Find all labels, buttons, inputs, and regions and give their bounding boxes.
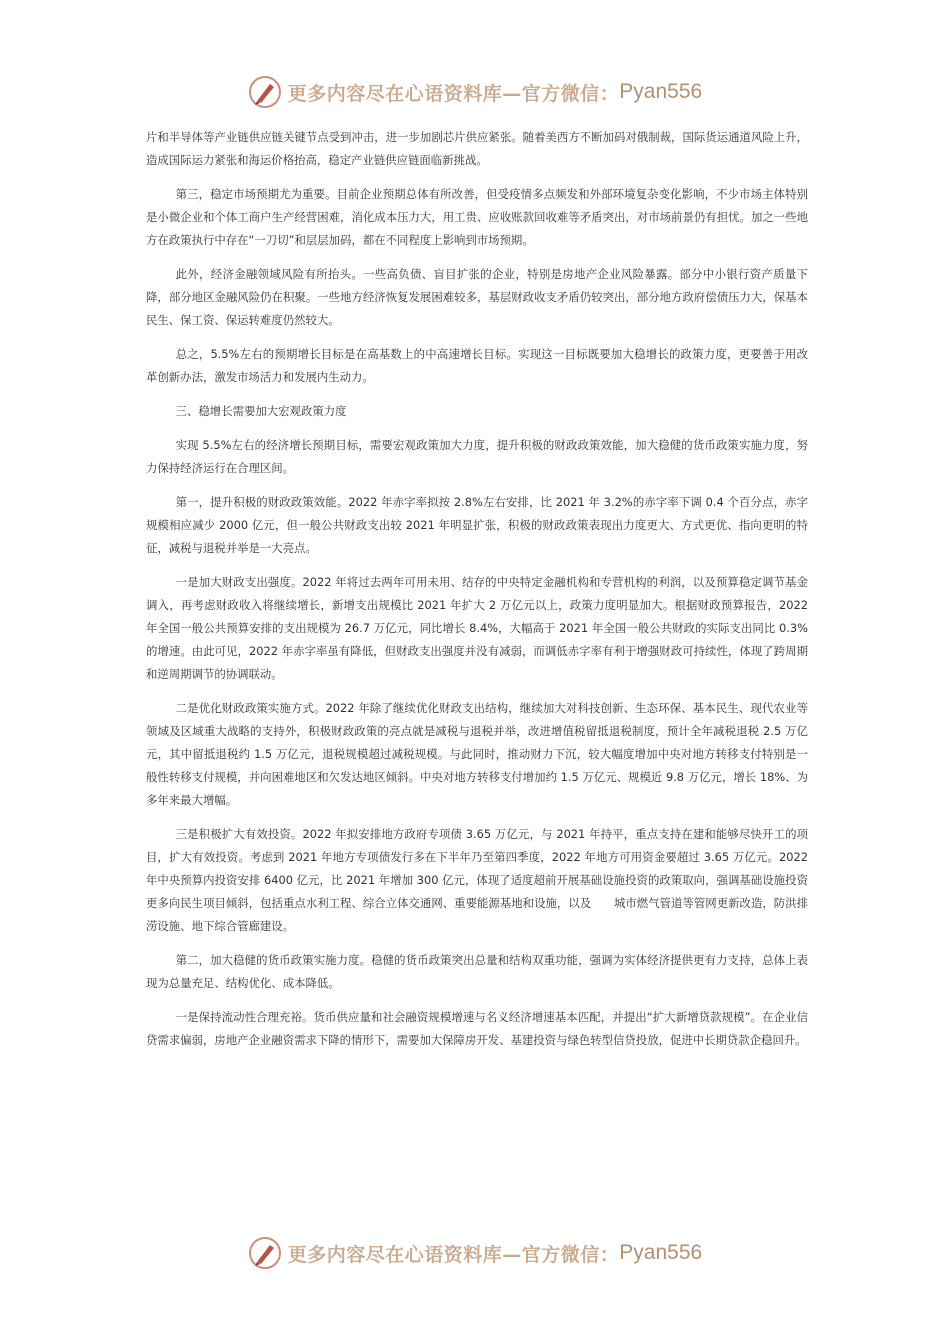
paragraph-3: 此外，经济金融领域风险有所抬头。一些高负债、盲目扩张的企业，特别是房地产企业风险暴露。部分中小银行资产质量下降，部分地区金融风险仍在积聚。一些地方经济恢复发展困难较多，基层财政收支矛盾仍较突出，部分地方政府偿债压力大，保基本民生、保工资、保运转难度仍然较大。 xyxy=(146,267,808,327)
paragraph-8: 二是优化财政政策实施方式。2022 年除了继续优化财政支出结构，继续加大对科技创新、生态环保、基本民生、现代农业等领域及区域重大战略的支持外，积极财政政策的亮点就是减税与退税并举，改进增值税留抵退税制度，预计全年减税退税 2.5 万亿元，其中留抵退税约 1.5 万亿元，退税规模超过减税规模。与此同时，推动财力下沉，较大幅度增加中央对地方转移支付特别是一般性转移支付规模，并向困难地区和欠发达地区倾斜。中央对地方转移支付增加约 1.5 万亿元、规模近 9.8 万亿元，增长 18%、为多年来最大增幅。 xyxy=(146,701,808,807)
watermark-text: 更多内容尽在心语资料库—官方微信： xyxy=(287,82,620,105)
watermark-handle: Pyan556 xyxy=(619,1241,703,1264)
paragraph-1: 片和半导体等产业链供应链关键节点受到冲击，进一步加剧芯片供应紧张。随着美西方不断加码对俄制裁，国际货运通道风险上升，造成国际运力紧张和海运价格抬高，稳定产业链供应链面临新挑战。 xyxy=(146,130,808,167)
watermark-text: 更多内容尽在心语资料库—官方微信： xyxy=(287,1243,620,1266)
document-body xyxy=(146,126,808,1063)
paragraph-5: 实现 5.5%左右的经济增长预期目标，需要宏观政策加大力度，提升积极的财政政策效能，加大稳健的货币政策实施力度，努力保持经济运行在合理区间。 xyxy=(146,438,808,475)
section-heading: 三、稳增长需要加大宏观政策力度 xyxy=(175,404,347,418)
paragraph-2: 第三，稳定市场预期尤为重要。目前企业预期总体有所改善，但受疫情多点频发和外部环境复杂变化影响，不少市场主体特别是小微企业和个体工商户生产经营困难，消化成本压力大，用工贵、应收账款回收难等矛盾突出，对市场前景仍有担忧。加之一些地方在政策执行中存在“一刀切”和层层加码，都在不同程度上影响到市场预期。 xyxy=(146,187,808,247)
paragraph-4: 总之，5.5%左右的预期增长目标是在高基数上的中高速增长目标。实现这一目标既要加大稳增长的政策力度，更要善于用改革创新办法，激发市场活力和发展内生动力。 xyxy=(146,347,808,384)
watermark-header xyxy=(0,72,950,112)
paragraph-7: 一是加大财政支出强度。2022 年将过去两年可用未用、结存的中央特定金融机构和专营机构的利润，以及预算稳定调节基金调入，再考虑财政收入将继续增长，新增支出规模比 2021 年扩大 2 万亿元以上，政策力度明显加大。根据财政预算报告，2022 年全国一般公共预算安排的支出规模为 26.7 万亿元，同比增长 8.4%，大幅高于 2021 年全国一般公共财政的实际支出同比 0.3%的增速。由此可见，2022 年赤字率虽有降低，但财政支出强度并没有减弱，而调低赤字率有利于增强财政可持续性，体现了跨周期和逆周期调节的协调联动。 xyxy=(146,575,808,681)
watermark-handle: Pyan556 xyxy=(619,80,703,103)
paragraph-6: 第一，提升积极的财政政策效能。2022 年赤字率拟按 2.8%左右安排，比 2021 年 3.2%的赤字率下调 0.4 个百分点，赤字规模相应减少 2000 亿元，但一般公共财政支出较 2021 年明显扩张，积极的财政政策表现出力度更大、方式更优、指向更明的特征，减税与退税并举是一大亮点。 xyxy=(146,495,808,555)
watermark-footer xyxy=(0,1233,950,1273)
paragraph-9: 三是积极扩大有效投资。2022 年拟安排地方政府专项债 3.65 万亿元，与 2021 年持平，重点支持在建和能够尽快开工的项目，扩大有效投资。考虑到 2021 年地方专项债发行多在下半年乃至第四季度，2022 年地方可用资金要超过 3.65 万亿元。2022 年中央预算内投资安排 6400 亿元，比 2021 年增加 300 亿元，体现了适度超前开展基础设施投资的政策取向，强调基础设施投资更多向民生项目倾斜，包括重点水利工程、综合立体交通网、重要能源基地和设施，以及 城市燃气管道等管网更新改造，防洪排涝设施、地下综合管廊建设。 xyxy=(146,827,808,933)
paragraph-10: 第二，加大稳健的货币政策实施力度。稳健的货币政策突出总量和结构双重功能，强调为实体经济提供更有力支持，总体上表现为总量充足、结构优化、成本降低。 xyxy=(146,953,808,990)
paragraph-11: 一是保持流动性合理充裕。货币供应量和社会融资规模增速与名义经济增速基本匹配，并提出“扩大新增贷款规模”。在企业信贷需求偏弱，房地产企业融资需求下降的情形下，需要加大保障房开发、基建投资与绿色转型信贷投放，促进中长期贷款企稳回升。 xyxy=(146,1010,808,1047)
pen-logo-icon xyxy=(248,75,282,109)
pen-logo-icon xyxy=(248,1236,282,1270)
